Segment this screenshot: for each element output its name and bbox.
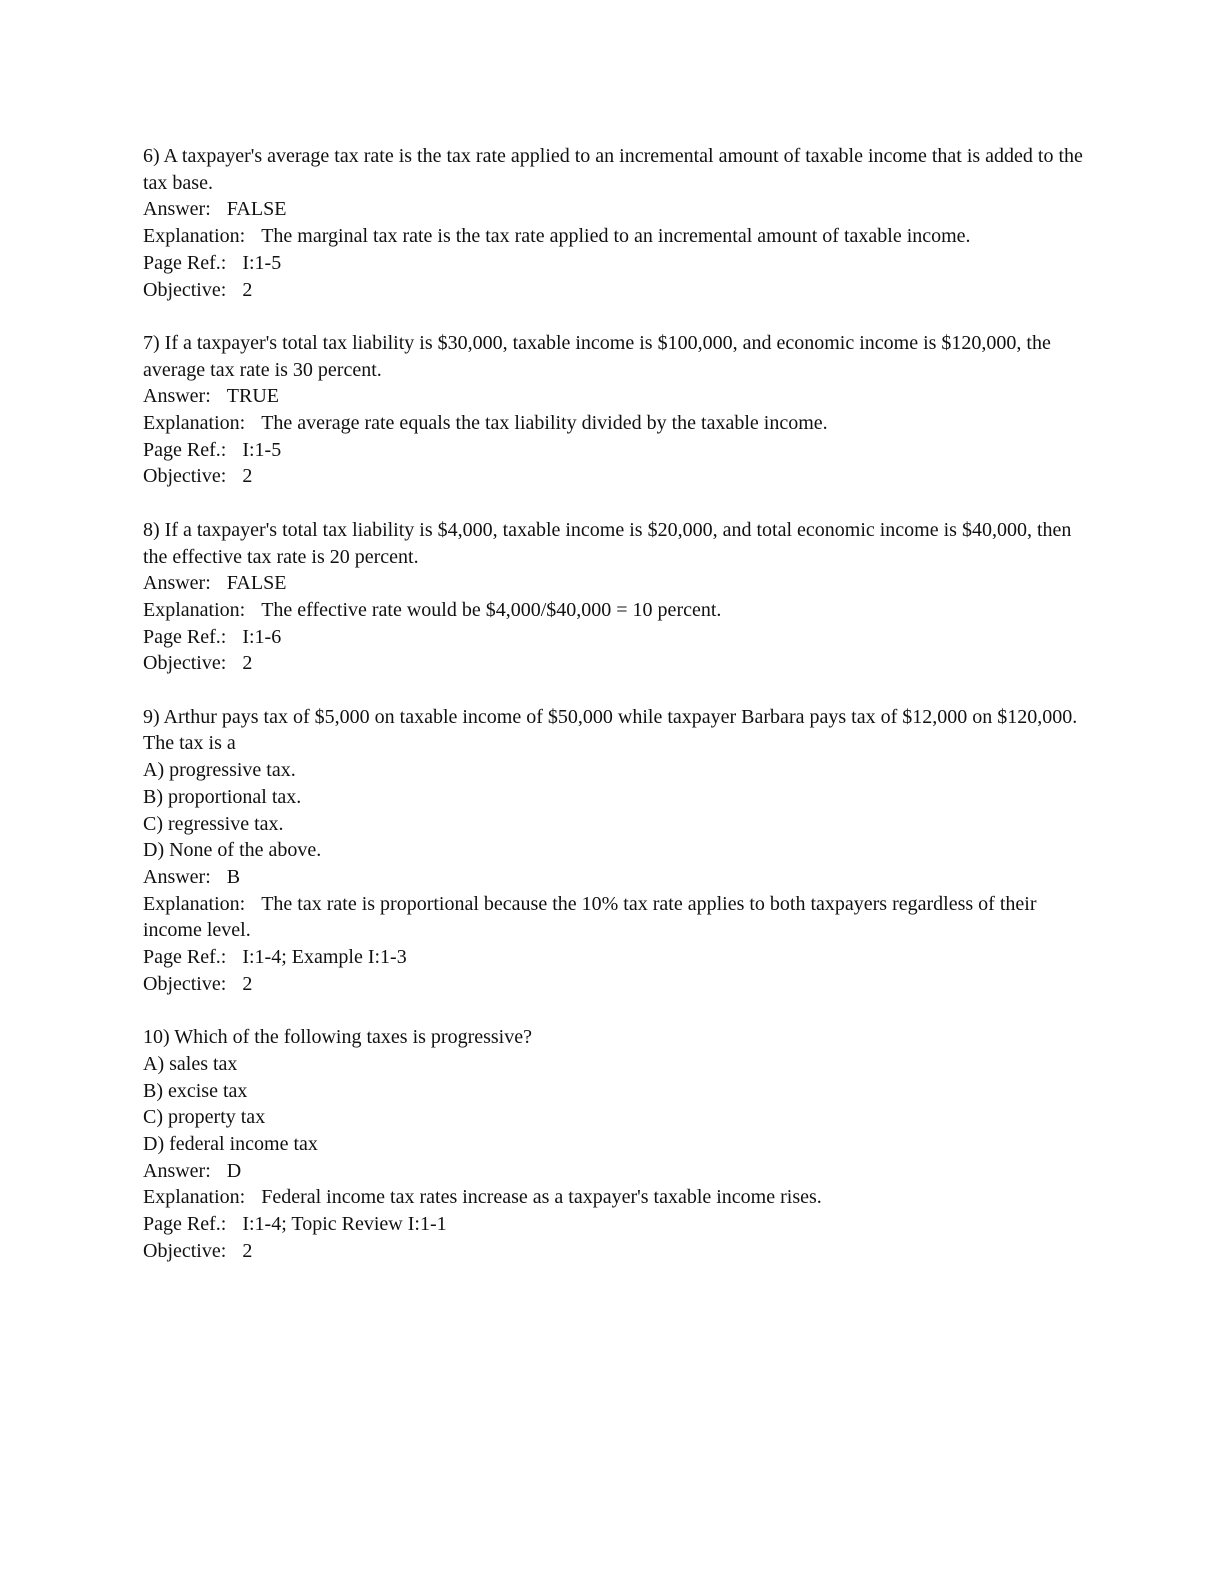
objective-label: Objective: — [143, 278, 227, 301]
explanation-text: The marginal tax rate is the tax rate applied to an incremental amount of taxable income. — [261, 225, 971, 248]
pageref-label: Page Ref.: — [143, 1213, 227, 1236]
explanation-line — [143, 410, 1083, 437]
question-9 — [143, 704, 1083, 998]
answer-line — [143, 570, 1083, 597]
answer-value: TRUE — [226, 385, 279, 408]
answer-label: Answer: — [143, 865, 211, 888]
objective-line — [143, 650, 1083, 677]
objective-label: Objective: — [143, 652, 227, 675]
question-text: 6) A taxpayer's average tax rate is the tax rate applied to an incremental amount of taxable income that is added to the tax base. — [143, 145, 1083, 194]
question-text: 10) Which of the following taxes is progressive? — [143, 1026, 532, 1049]
explanation-text: The tax rate is proportional because the 10% tax rate applies to both taxpayers regardless of their income level. — [143, 892, 1042, 942]
pageref-label: Page Ref.: — [143, 438, 227, 461]
answer-value: FALSE — [226, 572, 287, 595]
objective-line — [143, 971, 1083, 998]
objective-label: Objective: — [143, 1239, 227, 1262]
pageref-value: I:1-6 — [242, 625, 282, 648]
explanation-label: Explanation: — [143, 225, 246, 248]
objective-line — [143, 277, 1083, 304]
pageref-line — [143, 250, 1083, 277]
option-b: B) excise tax — [143, 1079, 248, 1102]
question-text: 9) Arthur pays tax of $5,000 on taxable income of $50,000 while taxpayer Barbara pays tax of $12,000 on $120,000. The tax is a — [143, 705, 1078, 755]
pageref-value: I:1-5 — [242, 438, 282, 461]
pageref-value: I:1-5 — [242, 251, 282, 274]
objective-value: 2 — [242, 465, 253, 488]
explanation-line — [143, 891, 1083, 944]
pageref-label: Page Ref.: — [143, 946, 227, 969]
question-text: 7) If a taxpayer's total tax liability is $30,000, taxable income is $100,000, and economic income is $120,000, the average tax rate is 30 percent. — [143, 331, 1051, 381]
pageref-line — [143, 437, 1083, 464]
option-d: D) federal income tax — [143, 1132, 318, 1155]
question-8 — [143, 517, 1083, 677]
option-d: D) None of the above. — [143, 839, 322, 862]
objective-value: 2 — [242, 1239, 253, 1262]
option-c: C) regressive tax. — [143, 812, 284, 835]
answer-label: Answer: — [143, 198, 211, 221]
pageref-label: Page Ref.: — [143, 251, 227, 274]
explanation-label: Explanation: — [143, 412, 246, 435]
question-6 — [143, 143, 1083, 303]
explanation-label: Explanation: — [143, 1186, 246, 1209]
pageref-line — [143, 1211, 1083, 1238]
objective-line — [143, 1238, 1083, 1265]
pageref-value: I:1-4; Topic Review I:1-1 — [242, 1213, 447, 1236]
question-text: 8) If a taxpayer's total tax liability is $4,000, taxable income is $20,000, and total economic income is $40,000, then the effective tax rate is 20 percent. — [143, 518, 1072, 568]
answer-line — [143, 864, 1083, 891]
question-7 — [143, 330, 1083, 490]
explanation-line — [143, 1184, 1083, 1211]
explanation-line — [143, 597, 1083, 624]
option-c: C) property tax — [143, 1106, 266, 1129]
answer-value: FALSE — [226, 198, 287, 221]
explanation-text: The effective rate would be $4,000/$40,000 = 10 percent. — [261, 598, 722, 621]
objective-label: Objective: — [143, 972, 227, 995]
objective-value: 2 — [242, 972, 253, 995]
answer-line — [143, 196, 1083, 223]
objective-label: Objective: — [143, 465, 227, 488]
answer-label: Answer: — [143, 1159, 211, 1182]
objective-value: 2 — [242, 652, 253, 675]
answer-line — [143, 383, 1083, 410]
answer-label: Answer: — [143, 385, 211, 408]
answer-value: D — [226, 1159, 242, 1182]
answer-line — [143, 1158, 1083, 1185]
explanation-text: The average rate equals the tax liability divided by the taxable income. — [261, 412, 828, 435]
document-page — [143, 143, 1083, 1291]
answer-value: B — [226, 865, 241, 888]
pageref-line — [143, 624, 1083, 651]
explanation-line — [143, 223, 1083, 250]
option-a: A) progressive tax. — [143, 759, 296, 782]
question-10 — [143, 1024, 1083, 1264]
answer-label: Answer: — [143, 572, 211, 595]
pageref-label: Page Ref.: — [143, 625, 227, 648]
pageref-line — [143, 944, 1083, 971]
objective-value: 2 — [242, 278, 253, 301]
explanation-label: Explanation: — [143, 598, 246, 621]
explanation-text: Federal income tax rates increase as a taxpayer's taxable income rises. — [261, 1186, 822, 1209]
option-a: A) sales tax — [143, 1052, 238, 1075]
explanation-label: Explanation: — [143, 892, 246, 915]
pageref-value: I:1-4; Example I:1-3 — [242, 946, 407, 969]
option-b: B) proportional tax. — [143, 785, 302, 808]
objective-line — [143, 463, 1083, 490]
